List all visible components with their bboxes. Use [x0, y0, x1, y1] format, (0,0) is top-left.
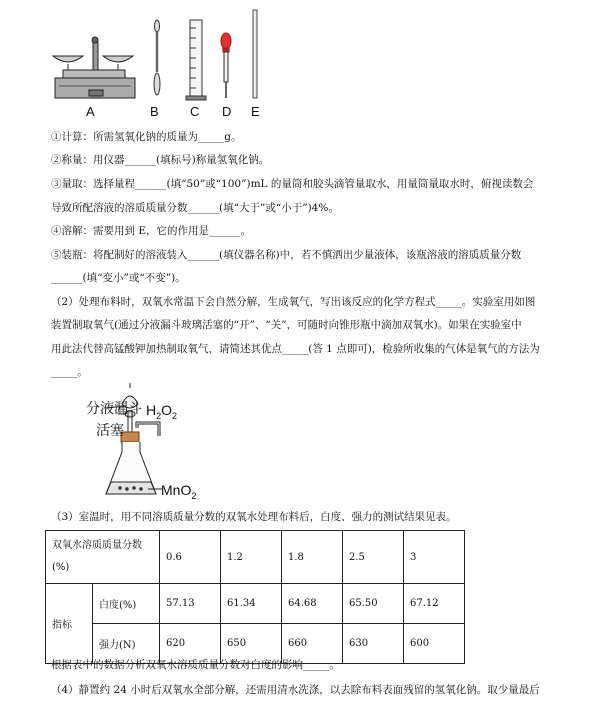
apparatus-label-a: A [86, 104, 95, 119]
step-weigh: ②称量：用仪器______(填标号)称量氢氧化钠。 [51, 154, 270, 166]
apparatus-label-b: B [150, 104, 159, 119]
spoon-icon [154, 20, 160, 95]
q3-intro: （3）室温时，用不同溶质质量分数的双氧水处理布料后，白度、强力的测试结果见表。 [51, 511, 457, 523]
q2-line-2: 装置制取氧气(通过分液漏斗玻璃活塞的“开”、“关”，可随时向锥形瓶中滴加双氧水)。如果在实验室中 [51, 319, 522, 331]
apparatus-figure [45, 4, 275, 104]
table-cell: 57.13 [160, 584, 221, 624]
header-concentration-cell [46, 531, 160, 584]
row-label-strength: 强力(N) [93, 624, 160, 664]
table-cell: 61.34 [221, 584, 282, 624]
row-label-whiteness: 白度(%) [93, 584, 160, 624]
q2-line-4: _____。 [51, 366, 88, 378]
glass-rod-icon [253, 10, 257, 98]
table-header-row [46, 531, 465, 584]
q3-conclusion: 根据表中的数据分析双氧水溶质质量分数对白度的影响_____。 [51, 659, 340, 671]
q2-line-3: 用此法代替高锰酸钾加热制取氧气，请简述其优点_____(答 1 点即可)，检验所收集的气体是氧气的方法为 [51, 343, 540, 355]
apparatus-label-d: D [222, 104, 232, 119]
table-cell: 2.5 [343, 531, 404, 584]
step-bottle-line-1: ⑤装瓶：将配制好的溶液装入______(填仪器名称)中，若不慎洒出少量液体，该瓶溶液的溶质质量分数 [51, 249, 522, 261]
q2-line-1: （2）处理布料时，双氧水常温下会自然分解，生成氧气，写出该反应的化学方程式_____。实验室用如图 [51, 296, 536, 308]
h2o2-label: $H_2O_2$ [146, 402, 178, 421]
table-cell: 600 [404, 624, 465, 664]
q4-line-1: （4）静置约 24 小时后双氧水全部分解，还需用清水洗涤，以去除布料表面残留的氢氧化钠。取少量最后 [51, 684, 540, 696]
table-cell: 1.2 [221, 531, 282, 584]
mno2-label: MnO$_2$ [161, 482, 197, 501]
header-concentration-label: 双氧水溶质质量分数 [52, 540, 142, 551]
table-cell: 650 [221, 624, 282, 664]
step-calculate: ①计算：所需氢氧化钠的质量为_____g。 [51, 131, 242, 143]
step-bottle-line-2: ______(填“变小”或“不变”)。 [51, 272, 186, 284]
table-cell: 660 [282, 624, 343, 664]
table-row [46, 584, 465, 624]
table-cell: 65.50 [343, 584, 404, 624]
balance-icon [53, 37, 135, 98]
table-cell: 64.68 [282, 584, 343, 624]
table-cell: 1.8 [282, 531, 343, 584]
stopcock-label: 活塞 [96, 422, 124, 438]
table-cell: 0.6 [160, 531, 221, 584]
table-cell: 620 [160, 624, 221, 664]
funnel-label: 分液漏斗 [86, 400, 142, 416]
indicator-group-label: 指标 [46, 584, 93, 664]
step-measure-line-1: ③量取：选择量程______(填“50”或“100”)mL 的量筒和胶头滴管量取水，用量筒量取水时，俯视读数会 [51, 178, 534, 190]
step-measure-line-2: 导致所配溶液的溶质质量分数______(填“大于”或“小于”)4%。 [51, 202, 339, 214]
apparatus-label-c: C [190, 104, 200, 119]
table-cell: 630 [343, 624, 404, 664]
step-dissolve: ④溶解：需要用到 E，它的作用是______。 [51, 225, 252, 237]
dropper-icon [221, 33, 231, 98]
header-concentration-unit: (%) [52, 562, 70, 573]
graduated-cylinder-icon [186, 20, 206, 100]
table-cell: 67.12 [404, 584, 465, 624]
table-cell: 3 [404, 531, 465, 584]
results-table [45, 530, 465, 664]
apparatus-label-e: E [251, 104, 260, 119]
